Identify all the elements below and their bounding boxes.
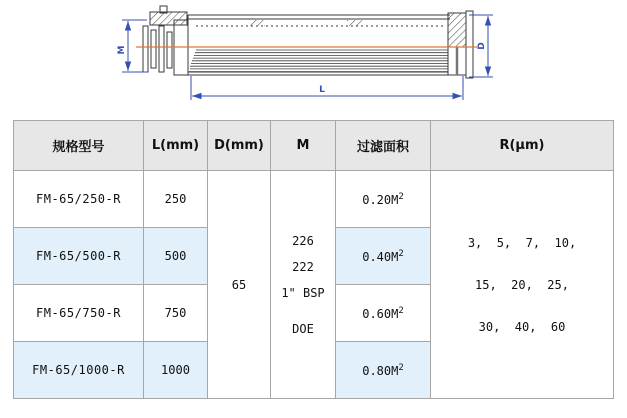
micron-rating-line: 3, 5, 7, 10,: [467, 235, 577, 250]
filter-area-value: 0.40M: [362, 249, 399, 264]
cell-connection: [271, 171, 336, 399]
right-end-cap: [448, 11, 473, 78]
micron-rating-line: 30, 40, 60: [478, 319, 566, 334]
cell-model: FM-65/750-R: [14, 285, 144, 342]
filter-area-exponent: 2: [398, 362, 404, 373]
filter-area-value: 0.20M: [362, 192, 399, 207]
col-header-micron: R(μm): [431, 121, 614, 171]
cell-length: 250: [144, 171, 208, 228]
cell-filter-area: [336, 342, 431, 399]
cell-filter-area: [336, 228, 431, 285]
col-header-model: 规格型号: [14, 121, 144, 171]
cell-model: FM-65/500-R: [14, 228, 144, 285]
connection-option: 226: [292, 233, 314, 248]
filter-area-value: 0.60M: [362, 306, 399, 321]
col-header-filter-area: 过滤面积: [336, 121, 431, 171]
spec-table: [13, 120, 614, 399]
cartridge-body: [143, 6, 473, 78]
filter-area-exponent: 2: [398, 305, 404, 316]
cell-length: 1000: [144, 342, 208, 399]
filter-area-value: 0.80M: [362, 363, 399, 378]
header-row: [14, 121, 614, 171]
table-row: [14, 171, 614, 228]
pleat-lines: [189, 50, 448, 72]
cell-model: FM-65/250-R: [14, 171, 144, 228]
dim-label-d: D: [477, 42, 487, 50]
filter-cartridge-diagram: [0, 0, 627, 118]
cell-diameter: 65: [208, 171, 271, 399]
col-header-connection: M: [271, 121, 336, 171]
filter-area-exponent: 2: [398, 191, 404, 202]
dim-label-l: L: [319, 85, 325, 95]
col-header-length: L(mm): [144, 121, 208, 171]
connection-option: 1" BSP: [281, 285, 325, 300]
cell-filter-area: [336, 285, 431, 342]
cell-length: 750: [144, 285, 208, 342]
cell-length: 500: [144, 228, 208, 285]
left-adapter: [143, 6, 188, 75]
cell-model: FM-65/1000-R: [14, 342, 144, 399]
cell-micron-ratings: [431, 171, 614, 399]
dim-label-m: M: [117, 45, 127, 55]
col-header-diameter: D(mm): [208, 121, 271, 171]
cell-filter-area: [336, 171, 431, 228]
connection-option: DOE: [292, 321, 314, 336]
micron-rating-line: 15, 20, 25,: [475, 277, 569, 292]
connection-option: 222: [292, 259, 314, 274]
filter-area-exponent: 2: [398, 248, 404, 259]
